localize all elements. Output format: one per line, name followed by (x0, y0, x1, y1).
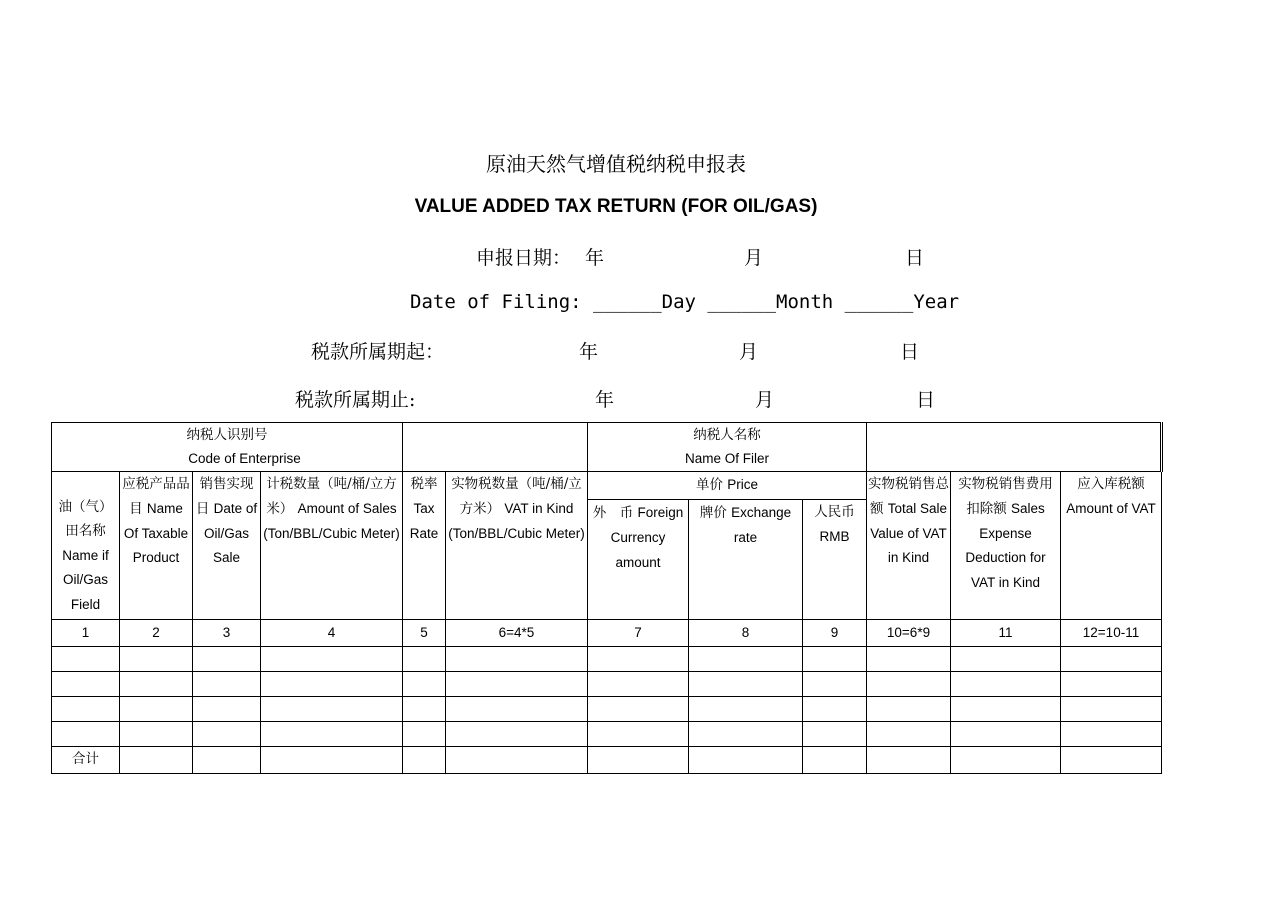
table-cell[interactable] (120, 746, 193, 773)
table-cell[interactable] (588, 646, 689, 671)
table-cell[interactable] (403, 696, 446, 721)
header-vat-in-kind (446, 472, 588, 620)
table-cell[interactable] (193, 696, 261, 721)
table-cell[interactable] (403, 646, 446, 671)
table-cell[interactable] (261, 646, 403, 671)
table-cell[interactable] (803, 721, 867, 746)
taxpayer-name-label-cell (588, 423, 867, 472)
column-number: 6=4*5 (446, 619, 588, 646)
table-cell[interactable] (867, 696, 951, 721)
header-sales-amount-en: Amount of Sales (Ton/BBL/Cubic Meter) (263, 500, 400, 541)
header-vat-in-kind-en: VAT in Kind (Ton/BBL/Cubic Meter) (448, 500, 585, 541)
table-cell[interactable] (951, 671, 1061, 696)
column-number: 12=10-11 (1061, 619, 1162, 646)
header-foreign-currency (588, 500, 689, 620)
header-sale-date (193, 472, 261, 620)
table-cell[interactable] (867, 646, 951, 671)
table-cell[interactable] (120, 721, 193, 746)
header-sale-date-cn: 销售实现日 (195, 476, 254, 517)
table-row (52, 646, 1162, 671)
header-total-sale-value (867, 472, 951, 620)
table-cell[interactable] (689, 746, 803, 773)
table-cell[interactable] (446, 746, 588, 773)
period-end-day: 日 (916, 389, 936, 411)
filing-date-year: 年 (585, 247, 605, 269)
table-cell[interactable] (261, 746, 403, 773)
header-oil-gas-field-cn: 油（气）田名称 (58, 499, 113, 539)
header-oil-gas-field (52, 472, 120, 620)
header-exchange-rate (689, 500, 803, 620)
table-cell[interactable] (1061, 671, 1162, 696)
filing-date-label: 申报日期： (476, 247, 572, 269)
period-start-label: 税款所属期起： (311, 341, 445, 363)
form-title-chinese: 原油天然气增值税纳税申报表 (486, 152, 746, 176)
header-exchange-rate-cn: 牌价 (699, 505, 727, 522)
total-row (52, 746, 1162, 773)
table-cell[interactable] (446, 721, 588, 746)
column-number: 1 (52, 619, 120, 646)
header-amount-of-vat-en: Amount of VAT (1066, 500, 1156, 516)
table-cell[interactable] (446, 671, 588, 696)
table-cell[interactable] (52, 721, 120, 746)
table-cell[interactable] (403, 671, 446, 696)
header-taxable-product-cn: 应税产品品目 (122, 476, 190, 517)
header-sales-amount-cn: 计税数量（吨/桶/立方米） (266, 476, 397, 517)
table-cell[interactable] (446, 696, 588, 721)
table-cell[interactable] (120, 696, 193, 721)
table-cell[interactable] (1061, 696, 1162, 721)
header-tax-rate (403, 472, 446, 620)
table-cell[interactable] (193, 671, 261, 696)
header-amount-of-vat-cn: 应入库税额 (1077, 476, 1145, 492)
header-tax-rate-cn: 税率 (410, 476, 438, 492)
taxpayer-code-input[interactable] (403, 423, 588, 472)
total-label: 合计 (52, 746, 120, 773)
table-cell[interactable] (867, 721, 951, 746)
header-vat-in-kind-cn: 实物税数量（吨/桶/立方米） (451, 476, 582, 517)
table-row (52, 721, 1162, 746)
period-start-day: 日 (900, 341, 920, 363)
table-cell[interactable] (120, 671, 193, 696)
table-cell[interactable] (588, 721, 689, 746)
column-number: 11 (951, 619, 1061, 646)
header-taxable-product-en: Name Of Taxable Product (123, 500, 189, 566)
header-sales-amount (261, 472, 403, 620)
table-cell[interactable] (403, 721, 446, 746)
header-sale-date-en: Date of Oil/Gas Sale (203, 500, 258, 566)
table-cell[interactable] (689, 646, 803, 671)
column-number: 3 (193, 619, 261, 646)
filing-date-english: Date of Filing: ______Day ______Month ______Year (410, 291, 960, 313)
filing-date-month: 月 (744, 247, 764, 269)
taxpayer-info-row (52, 423, 1162, 472)
table-row (52, 696, 1162, 721)
table-cell[interactable] (689, 721, 803, 746)
header-rmb-cn: 人民币 (814, 504, 855, 521)
column-number: 9 (803, 619, 867, 646)
table-cell[interactable] (588, 671, 689, 696)
header-rmb (803, 500, 867, 620)
header-unit-price-cn: 单价 (695, 477, 723, 493)
vat-return-table (51, 422, 1163, 774)
table-cell[interactable] (803, 671, 867, 696)
table-cell[interactable] (803, 746, 867, 773)
column-number-row (52, 619, 1162, 646)
table-cell[interactable] (689, 671, 803, 696)
header-unit-price-en: Price (727, 477, 759, 492)
header-unit-price-group (588, 472, 867, 500)
table-cell[interactable] (120, 646, 193, 671)
table-cell[interactable] (803, 646, 867, 671)
header-sales-expense-deduction (951, 472, 1061, 620)
table-cell[interactable] (803, 696, 867, 721)
header-sales-expense-deduction-cn: 实物税销售费用扣除额 (958, 476, 1053, 517)
table-cell[interactable] (1061, 646, 1162, 671)
table-cell[interactable] (52, 671, 120, 696)
table-cell[interactable] (193, 721, 261, 746)
table-cell[interactable] (867, 671, 951, 696)
column-number: 8 (689, 619, 803, 646)
column-number: 10=6*9 (867, 619, 951, 646)
period-end-year: 年 (595, 389, 615, 411)
header-foreign-currency-cn: 外 币 (592, 505, 634, 522)
table-cell[interactable] (1061, 721, 1162, 746)
header-total-sale-value-en: Total Sale Value of VAT in Kind (870, 500, 948, 566)
table-cell[interactable] (951, 646, 1061, 671)
header-oil-gas-field-en: Name if Oil/Gas Field (62, 547, 109, 613)
period-end-month: 月 (755, 389, 775, 411)
taxpayer-code-label-en: Code of Enterprise (188, 451, 301, 466)
header-amount-of-vat (1061, 472, 1162, 620)
form-title-english: VALUE ADDED TAX RETURN (FOR OIL/GAS) (414, 196, 818, 217)
table-cell[interactable] (193, 746, 261, 773)
header-foreign-currency-en: Foreign Currency amount (610, 505, 684, 570)
column-number: 2 (120, 619, 193, 646)
table-row (52, 671, 1162, 696)
table-cell[interactable] (689, 696, 803, 721)
column-number: 5 (403, 619, 446, 646)
taxpayer-name-label-cn: 纳税人名称 (693, 427, 761, 443)
header-tax-rate-en: Tax Rate (409, 500, 439, 541)
table-cell[interactable] (951, 721, 1061, 746)
period-end-label: 税款所属期止: (295, 389, 416, 411)
table-cell[interactable] (951, 746, 1061, 773)
period-start-year: 年 (579, 341, 599, 363)
taxpayer-code-label-cell (52, 423, 403, 472)
filing-date-day: 日 (905, 247, 925, 269)
table-cell[interactable] (867, 746, 951, 773)
column-header-row (52, 472, 1162, 500)
column-number: 4 (261, 619, 403, 646)
table-cell[interactable] (1061, 746, 1162, 773)
header-sales-expense-deduction-en: Sales Expense Deduction for VAT in Kind (965, 500, 1046, 591)
taxpayer-name-label-en: Name Of Filer (684, 451, 769, 466)
table-cell[interactable] (261, 671, 403, 696)
table-cell[interactable] (951, 696, 1061, 721)
taxpayer-code-label-cn: 纳税人识别号 (186, 427, 268, 443)
header-total-sale-value-cn: 实物税销售总额 (868, 476, 949, 517)
table-cell[interactable] (52, 696, 120, 721)
table-cell[interactable] (446, 646, 588, 671)
column-number: 7 (588, 619, 689, 646)
table-cell[interactable] (588, 746, 689, 773)
header-rmb-en: RMB (819, 529, 850, 544)
table-cell[interactable] (588, 696, 689, 721)
table-cell[interactable] (261, 696, 403, 721)
header-exchange-rate-en: Exchange rate (731, 505, 792, 545)
table-cell[interactable] (403, 746, 446, 773)
table-cell[interactable] (261, 721, 403, 746)
period-start-month: 月 (739, 341, 759, 363)
table-cell[interactable] (52, 646, 120, 671)
taxpayer-name-input[interactable] (867, 423, 1162, 472)
table-cell[interactable] (193, 646, 261, 671)
header-taxable-product (120, 472, 193, 620)
